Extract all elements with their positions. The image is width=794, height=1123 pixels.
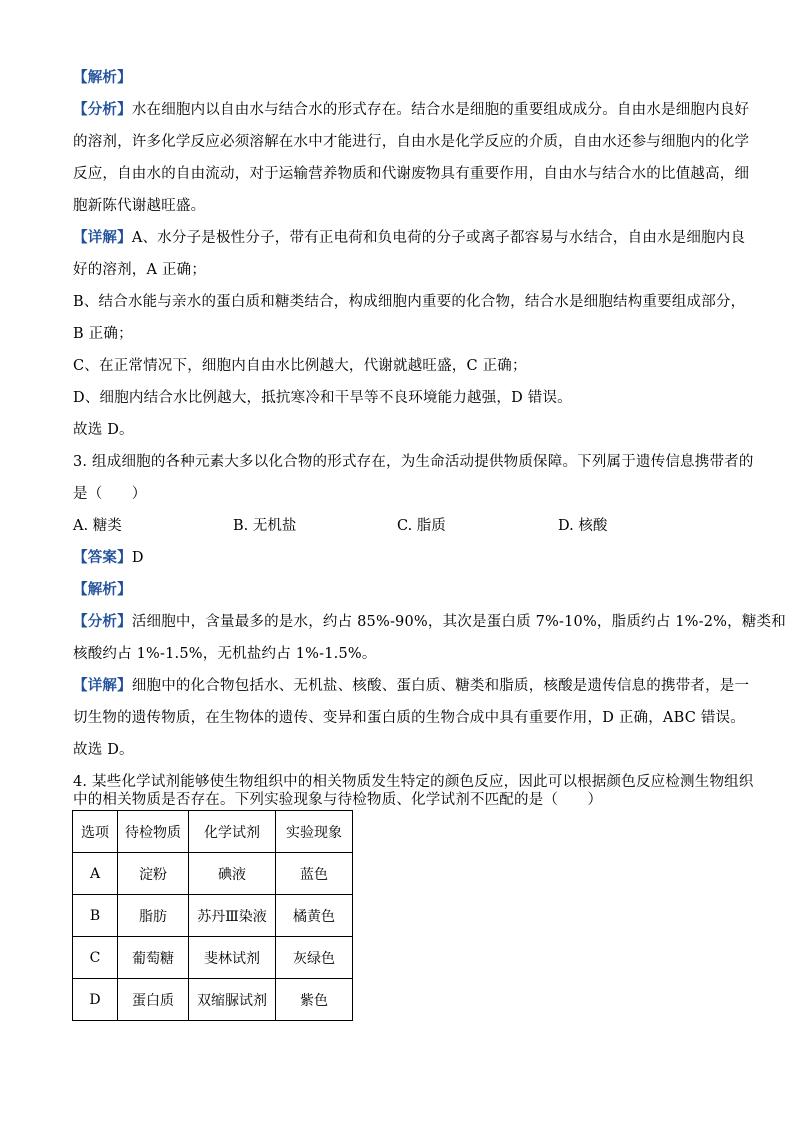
analysis-line: 反应，自由水的自由流动，对于运输营养物质和代谢废物具有重要作用，自由水与结合水的比值越高，细 bbox=[73, 166, 750, 182]
table-cell: 斐林试剂 bbox=[189, 937, 276, 979]
jiexi-heading: 【解析】 bbox=[73, 69, 132, 86]
table-row bbox=[73, 979, 353, 1021]
detail-line: B、结合水能与亲水的蛋白质和糖类结合，构成细胞内重要的化合物，结合水是细胞结构重要组成部分， bbox=[73, 294, 746, 310]
analysis-line: 【分析】水在细胞内以自由水与结合水的形式存在。结合水是细胞的重要组成成分。自由水是细胞内良好 bbox=[73, 101, 750, 118]
detail-line: 故选 D。 bbox=[73, 422, 134, 438]
table-cell: 蓝色 bbox=[276, 853, 353, 895]
answer-line: 【答案】D bbox=[73, 549, 144, 566]
table-cell: D bbox=[73, 979, 118, 1021]
jiexi-heading: 【解析】 bbox=[73, 581, 132, 598]
detail-line: 切生物的遗传物质，在生物体的遗传、变异和蛋白质的生物合成中具有重要作用，D 正确，ABC 错误。 bbox=[73, 710, 745, 726]
table-cell: 橘黄色 bbox=[276, 895, 353, 937]
question-3-stem: 是（ ） bbox=[73, 486, 147, 502]
detail-line: D、细胞内结合水比例越大，抵抗寒冷和干旱等不良环境能力越强，D 错误。 bbox=[73, 390, 572, 406]
detail-line: 故选 D。 bbox=[73, 742, 134, 758]
table-cell: 淀粉 bbox=[118, 853, 189, 895]
table-header-cell: 实验现象 bbox=[276, 811, 353, 853]
table-header-cell: 选项 bbox=[73, 811, 118, 853]
table-row bbox=[73, 853, 353, 895]
option-c: C. 脂质 bbox=[397, 518, 446, 534]
detail-line: C、在正常情况下，细胞内自由水比例越大，代谢就越旺盛，C 正确； bbox=[73, 358, 527, 374]
table-cell: 蛋白质 bbox=[118, 979, 189, 1021]
table-cell: 灰绿色 bbox=[276, 937, 353, 979]
table-header-cell: 化学试剂 bbox=[189, 811, 276, 853]
detail-line: 【详解】细胞中的化合物包括水、无机盐、核酸、蛋白质、糖类和脂质，核酸是遗传信息的携带者，是一 bbox=[73, 677, 750, 694]
question-3-stem: 3. 组成细胞的各种元素大多以化合物的形式存在，为生命活动提供物质保障。下列属于遗传信息携带者的 bbox=[73, 454, 754, 470]
question-4-stem: 4. 某些化学试剂能够使生物组织中的相关物质发生特定的颜色反应，因此可以根据颜色反应检测生物组织 bbox=[73, 774, 754, 790]
table-cell: 双缩脲试剂 bbox=[189, 979, 276, 1021]
table-cell: 碘液 bbox=[189, 853, 276, 895]
table-row bbox=[73, 895, 353, 937]
detail-line: 好的溶剂，A 正确； bbox=[73, 262, 207, 278]
table-row bbox=[73, 937, 353, 979]
option-b: B. 无机盐 bbox=[233, 518, 297, 534]
analysis-line: 胞新陈代谢越旺盛。 bbox=[73, 198, 206, 214]
table-cell: A bbox=[73, 853, 118, 895]
analysis-line: 核酸约占 1%-1.5%，无机盐约占 1%-1.5%。 bbox=[73, 646, 377, 662]
table-cell: C bbox=[73, 937, 118, 979]
analysis-line: 的溶剂，许多化学反应必须溶解在水中才能进行，自由水是化学反应的介质，自由水还参与细胞内的化学 bbox=[73, 134, 750, 150]
question-4-stem: 中的相关物质是否存在。下列实验现象与待检物质、化学试剂不匹配的是（ ） bbox=[73, 792, 603, 808]
option-a: A. 糖类 bbox=[73, 518, 122, 534]
reagent-table bbox=[72, 810, 353, 1021]
table-cell: 苏丹Ⅲ染液 bbox=[189, 895, 276, 937]
option-d: D. 核酸 bbox=[558, 518, 608, 534]
table-cell: 葡萄糖 bbox=[118, 937, 189, 979]
table-cell: 脂肪 bbox=[118, 895, 189, 937]
table-header-cell: 待检物质 bbox=[118, 811, 189, 853]
detail-line: 【详解】A、水分子是极性分子，带有正电荷和负电荷的分子或离子都容易与水结合，自由水是细胞内良 bbox=[73, 229, 746, 246]
table-cell: B bbox=[73, 895, 118, 937]
detail-line: B 正确； bbox=[73, 326, 133, 342]
table-header-row bbox=[73, 811, 353, 853]
analysis-line: 【分析】活细胞中，含量最多的是水，约占 85%-90%，其次是蛋白质 7%-10%，脂质约占 1%-2%，糖类和 bbox=[73, 613, 786, 630]
table-cell: 紫色 bbox=[276, 979, 353, 1021]
